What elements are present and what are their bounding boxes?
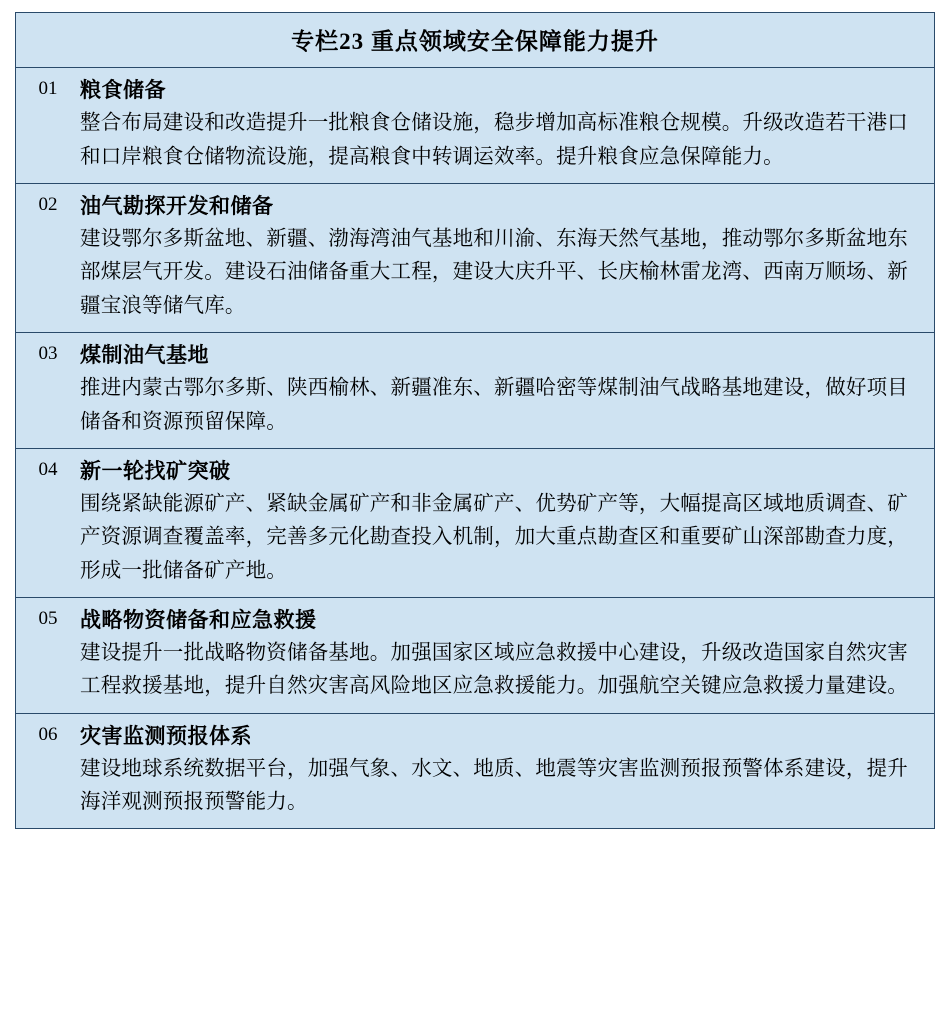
box-title-bar — [16, 13, 934, 68]
item-body: 建设鄂尔多斯盆地、新疆、渤海湾油气基地和川渝、东海天然气基地，推动鄂尔多斯盆地东部煤层气开发。建设石油储备重大工程，建设大庆升平、长庆榆林雷龙湾、西南万顺场、新疆宝浪等储气库。 — [80, 228, 908, 317]
item-body: 推进内蒙古鄂尔多斯、陕西榆林、新疆准东、新疆哈密等煤制油气战略基地建设，做好项目储备和资源预留保障。 — [80, 377, 908, 433]
item-content — [80, 721, 934, 820]
item-content — [80, 605, 934, 704]
item-content — [80, 456, 934, 588]
list-item — [16, 68, 934, 184]
feature-box — [15, 12, 935, 829]
item-title: 新一轮找矿突破 — [80, 458, 231, 483]
item-number: 01 — [38, 78, 58, 99]
item-content — [80, 75, 934, 174]
item-number: 05 — [38, 607, 58, 629]
item-number: 03 — [38, 342, 58, 364]
item-content — [80, 191, 934, 323]
item-number: 04 — [38, 458, 58, 480]
item-title: 油气勘探开发和储备 — [80, 193, 274, 218]
item-body: 建设地球系统数据平台，加强气象、水文、地质、地震等灾害监测预报预警体系建设，提升海洋观测预报预警能力。 — [80, 758, 908, 814]
list-item — [16, 333, 934, 449]
item-number: 06 — [38, 723, 58, 745]
list-item — [16, 714, 934, 829]
item-number: 02 — [38, 193, 58, 215]
item-body: 建设提升一批战略物资储备基地。加强国家区域应急救援中心建设，升级改造国家自然灾害工程救援基地，提升自然灾害高风险地区应急救援能力。加强航空关键应急救援力量建设。 — [80, 642, 908, 698]
page-title: 专栏23 重点领域安全保障能力提升 — [291, 29, 659, 54]
item-title: 战略物资储备和应急救援 — [80, 607, 317, 632]
item-title: 煤制油气基地 — [80, 342, 209, 367]
list-item — [16, 598, 934, 714]
item-title: 粮食储备 — [80, 78, 166, 102]
list-item — [16, 184, 934, 333]
list-item — [16, 449, 934, 598]
item-body: 整合布局建设和改造提升一批粮食仓储设施，稳步增加高标准粮仓规模。升级改造若干港口和口岸粮食仓储物流设施，提高粮食中转调运效率。提升粮食应急保障能力。 — [80, 112, 908, 168]
item-content — [80, 340, 934, 439]
item-body: 围绕紧缺能源矿产、紧缺金属矿产和非金属矿产、优势矿产等，大幅提高区域地质调查、矿产资源调查覆盖率，完善多元化勘查投入机制，加大重点勘查区和重要矿山深部勘查力度，形成一批储备矿产地。 — [80, 493, 908, 582]
item-title: 灾害监测预报体系 — [80, 723, 252, 748]
